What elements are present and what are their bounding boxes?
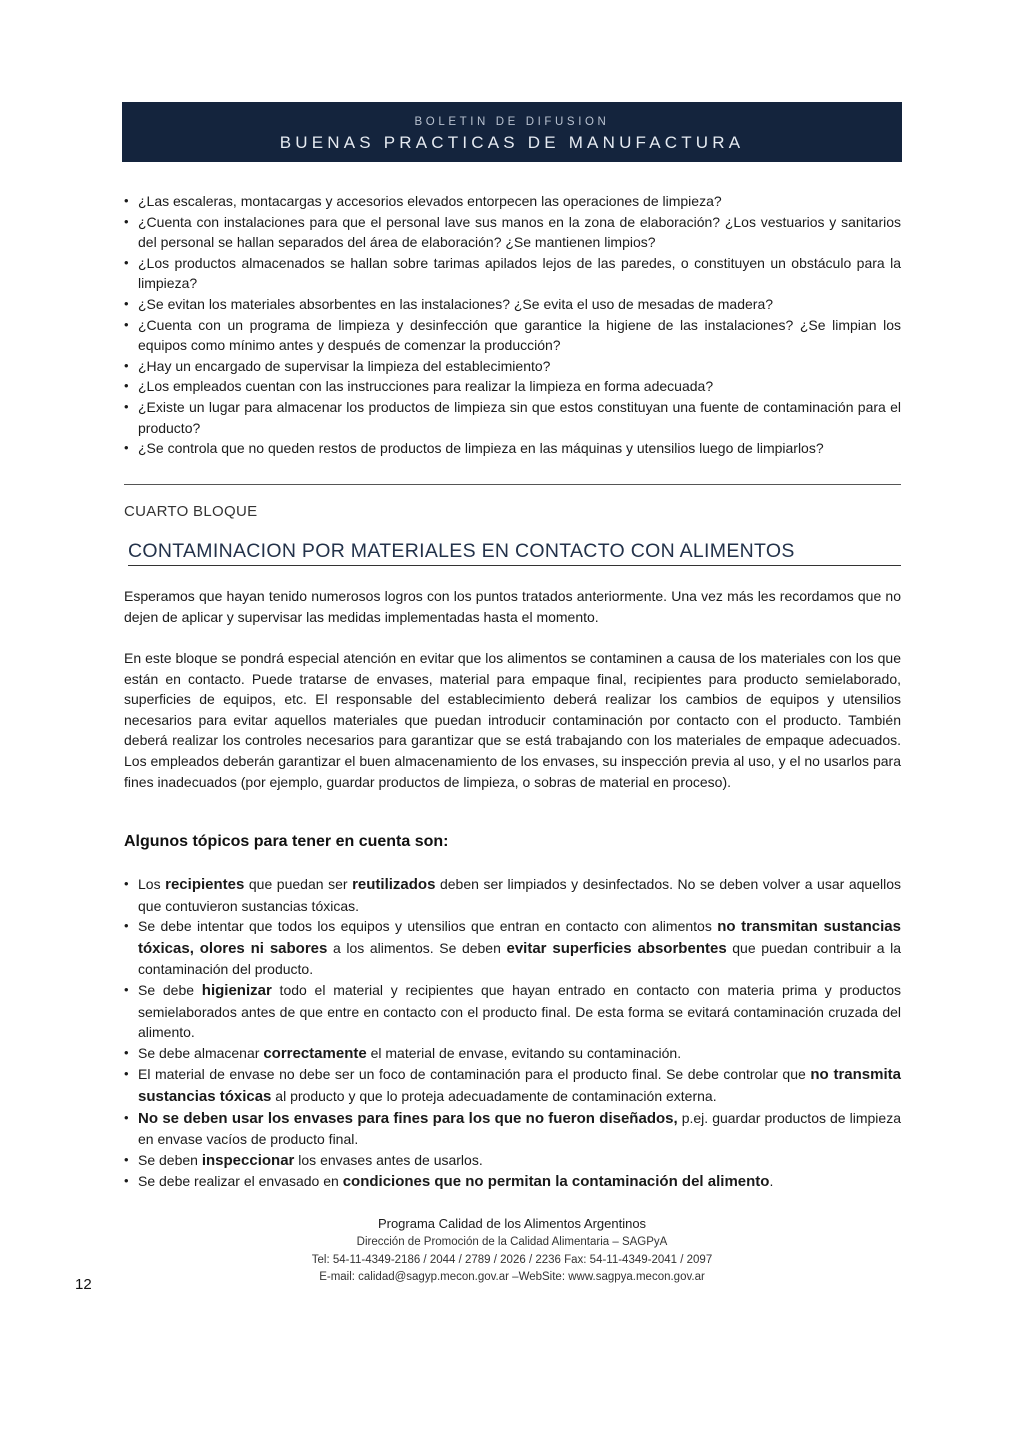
bullet-icon: • [124,1109,129,1125]
bullet-icon: • [124,357,129,373]
question-text: ¿Hay un encargado de supervisar la limpieza del establecimiento? [138,357,551,374]
topic-text: . [769,1173,774,1190]
topic-emphasis: No se deben usar los envases para fines para los que no fueron diseñados, [138,1109,678,1127]
topics-heading: Algunos tópicos para tener en cuenta son: [124,833,449,850]
page-number: 12 [75,1276,92,1293]
intro-paragraph: Esperamos que hayan tenido numerosos logros con los puntos tratados anteriormente. Una vez más les recordamos que no dejen de aplicar y supervisar las medidas implementadas hasta el momento. [124,588,901,625]
topic-item [124,1108,901,1150]
topics-list [124,874,901,1193]
topic-emphasis: correctamente [263,1044,367,1062]
topic-text: al producto y que lo proteja adecuadamente de contaminación externa. [271,1087,717,1104]
question-text: ¿Los productos almacenados se hallan sobre tarimas apilados lejos de las paredes, o constituyen un obstáculo para la limpieza? [138,254,901,292]
question-item [124,397,901,438]
topic-item [124,1150,901,1172]
topic-emphasis: recipientes [165,876,245,893]
banner-kicker: BOLETIN DE DIFUSION [414,116,610,128]
topic-text: deben ser limpiados y desinfectados. No se deben volver a usar aquellos que contuvieron sustancias tóxicas. [138,876,901,914]
question-item [124,294,901,315]
topic-emphasis: higienizar [201,981,272,999]
bullet-icon: • [124,193,129,208]
question-text: ¿Las escaleras, montacargas y accesorios elevados entorpecen las operaciones de limpieza? [138,193,722,209]
bullet-icon: • [124,918,129,934]
bullet-icon: • [124,213,129,229]
question-text: ¿Cuenta con un programa de limpieza y desinfección que garantice la higiene de las instalaciones? ¿Se limpian los equipos como mínimo antes y después de comenzar la producción? [138,316,901,354]
question-text: ¿Existe un lugar para almacenar los productos de limpieza sin que estos constituyan una fuente de contaminación para el producto? [138,398,901,436]
bullet-icon: • [124,1151,129,1167]
topic-text: Se debe [138,981,202,998]
topic-text: El material de envase no debe ser un foco de contaminación para el producto final. Se debe controlar que [138,1066,811,1083]
topic-emphasis: inspeccionar [201,1151,295,1169]
question-item [124,212,901,253]
footer-phones: Tel: 54-11-4349-2186 / 2044 / 2789 / 2026 / 2236 Fax: 54-11-4349-2041 / 2097 [311,1253,713,1266]
topic-text: que puedan contribuir a la contaminación del producto. [138,939,901,978]
block-label: CUARTO BLOQUE [124,503,258,520]
topic-item [124,874,901,916]
question-item [124,315,901,356]
bullet-icon: • [124,398,129,414]
question-item [124,376,901,397]
topic-item [124,1043,901,1065]
question-text: ¿Se evitan los materiales absorbentes en las instalaciones? ¿Se evita el uso de mesadas de madera? [138,295,774,312]
topic-text: Se debe almacenar [138,1044,264,1061]
bullet-icon: • [124,295,129,311]
footer-direction: Dirección de Promoción de la Calidad Alimentaria – SAGPyA [356,1236,668,1248]
bullet-icon: • [124,1173,129,1189]
topic-item [124,980,901,1043]
footer-org: Programa Calidad de los Alimentos Argentinos [377,1216,647,1231]
question-item [124,191,901,212]
topic-text: que puedan ser [244,876,353,892]
topic-text: Se debe intentar que todos los equipos y utensilios que entran en contacto con alimentos [138,918,718,935]
bullet-icon: • [124,876,129,891]
bullet-icon: • [124,316,129,332]
question-item [124,253,901,294]
question-list [124,191,901,459]
bullet-icon: • [124,1066,129,1082]
topic-text: Se debe realizar el envasado en [138,1173,343,1190]
topic-text: Se deben [138,1151,202,1168]
topic-text: p.ej. guardar productos de limpieza en envase vacíos de producto final. [138,1109,901,1148]
bullet-icon: • [124,378,129,394]
topic-text: los envases antes de usarlos. [294,1151,483,1168]
bullet-icon: • [124,981,129,997]
topic-emphasis: no transmitan sustancias tóxicas, olores ni sabores [138,918,901,957]
footer-contact: E-mail: calidad@sagyp.mecon.gov.ar –WebSite: www.sagpya.mecon.gov.ar [319,1271,705,1283]
question-item [124,356,901,377]
topic-item [124,1064,901,1107]
topic-text: el material de envase, evitando su contaminación. [366,1044,682,1061]
topic-emphasis: condiciones que no permitan la contaminación del alimento [342,1173,770,1191]
question-text: ¿Se controla que no queden restos de productos de limpieza en las máquinas y utensilios luego de limpiarlos? [138,440,824,457]
bullet-icon: • [124,440,129,456]
bullet-icon: • [124,1044,129,1060]
topic-emphasis: evitar superficies absorbentes [506,939,727,957]
page-footer [262,1214,762,1287]
question-item [124,438,901,459]
topic-text: Los [138,876,166,892]
section-divider [124,484,901,485]
topic-text: todo el material y recipientes que hayan entrado en contacto con materia prima y productos semielaborados antes de que entre en contacto con el producto final. De esta forma se evitará contaminación cruzada del alimento. [138,981,901,1041]
topic-emphasis: no transmita sustancias tóxicas [138,1066,901,1105]
question-text: ¿Cuenta con instalaciones para que el personal lave sus manos en la zona de elaboración? ¿Los vestuarios y sanitarios del personal se hallan separados del área de elaboración? ¿Se mantienen limpios? [138,213,901,251]
section-heading: CONTAMINACION POR MATERIALES EN CONTACTO CON ALIMENTOS [128,540,901,566]
topic-item [124,916,901,980]
body-paragraph: En este bloque se pondrá especial atención en evitar que los alimentos se contaminen a causa de los materiales con los que están en contacto. Puede tratarse de envases, material para empaque final, recipientes para producto semielaborado, superficies de equipos, etc. El responsable del establecimiento deberá realizar los cambios de equipos y utensilios necesarios para evitar aquellos materiales que puedan introducir contaminación por contacto con el producto. También deberá realizar los controles necesarios para garantizar que se está trabajando con los materiales de empaque adecuados. Los empleados deberán garantizar el buen almacenamiento de los envases, su inspección previa al uso, y el no usarlos para fines inadecuados (por ejemplo, guardar productos de limpieza, o sobras de material en proceso). [124,650,901,790]
bulletin-banner [122,102,902,162]
topic-text: a los alimentos. Se deben [327,939,507,956]
topic-emphasis: reutilizados [352,876,436,893]
bullet-icon: • [124,254,129,270]
banner-title: BUENAS PRACTICAS DE MANUFACTURA [279,133,745,152]
question-text: ¿Los empleados cuentan con las instrucciones para realizar la limpieza en forma adecuada? [138,378,714,395]
topic-item [124,1171,901,1193]
